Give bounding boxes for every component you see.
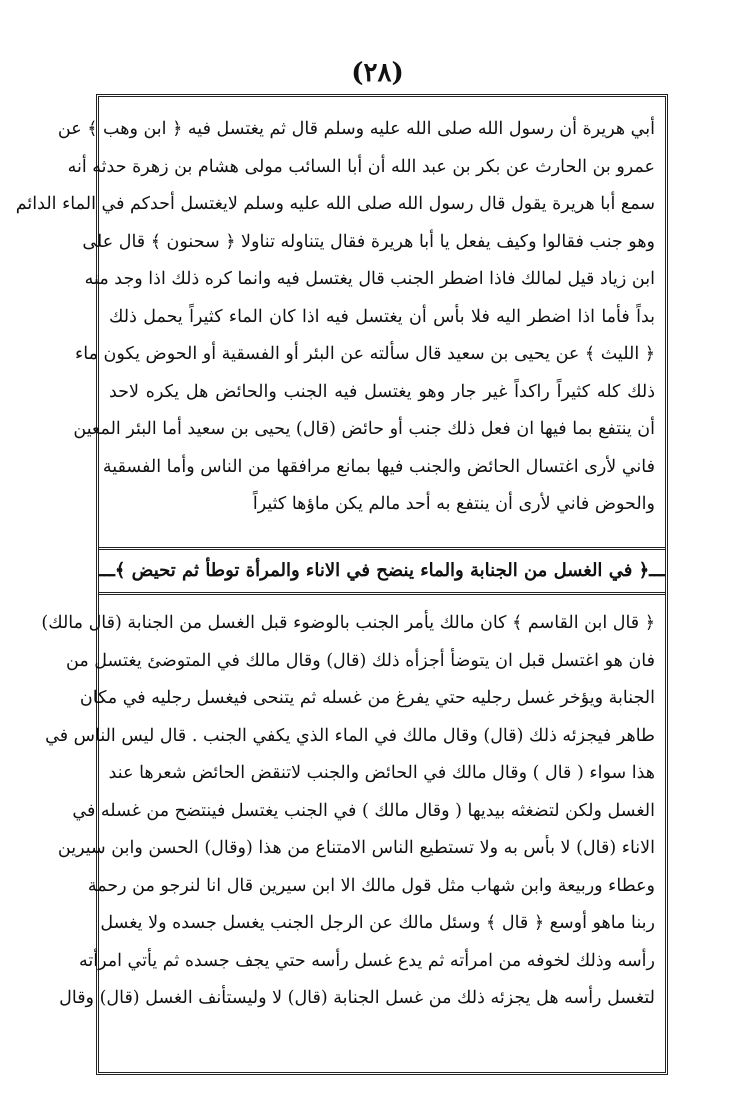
text-line: ﴿ الليث ﴾ عن يحيى بن سعيد قال سألته عن البئر أو الفسقية أو الحوض يكون ماء [75, 344, 655, 364]
text-line: فاني لأرى اغتسال الحائض والجنب فيها بمانع مرافقها من الناس وأما الفسقية [102, 456, 655, 477]
text-line: ذلك كله كثيراً راكداً غير جار وهو يغتسل فيه الجنب والحائض هل يكره لاحد [109, 381, 655, 402]
text-line: بداً فأما اذا اضطر اليه فلا بأس أن يغتسل فيه اذا كان الماء كثيراً يحمل ذلك [109, 306, 655, 327]
text-block-after-heading [41, 605, 655, 1018]
text-line: ربنا ماهو أوسع ﴿ قال ﴾ وسئل مالك عن الرجل الجنب يغسل جسده ولا يغسل [100, 913, 655, 933]
text-line: عمرو بن الحارث عن بكر بن عبد الله أن أبا السائب مولى هشام بن زهرة حدثه أنه [67, 156, 655, 177]
text-line: الاناء (قال) لا بأس به ولا تستطيع الناس الامتناع من هذا (وقال) الحسن وابن سيرين [57, 838, 655, 858]
text-line: الجنابة ويؤخر غسل رجليه حتي يفرغ من غسله ثم يتنحى فيغسل رجليه في مكان [79, 688, 655, 708]
text-line: رأسه وذلك لخوفه من امرأته ثم يدع غسل رأسه حتي يجف جسده ثم يأتي امرأته [78, 950, 655, 971]
text-line: والحوض فاني لأرى أن ينتفع به أحد مالم يكن ماؤها كثيراً [252, 494, 655, 514]
text-line: ابن زياد قيل لمالك فاذا اضطر الجنب قال يغتسل فيه وانما كره ذلك اذا وجد منه [84, 269, 655, 289]
text-line: سمع أبا هريرة يقول قال رسول الله صلى الله عليه وسلم لايغتسل أحدكم في الماء الدائم [15, 194, 655, 214]
text-line: وهو جنب فقالوا وكيف يفعل يا أبا هريرة فقال يتناوله تناولا ﴿ سحنون ﴾ قال على [82, 231, 655, 252]
text-line: هذا سواء ( قال ) وقال مالك في الحائض والجنب لاتنقض الحائض شعرها عند [108, 763, 655, 783]
section-heading: ـــ﴿ في الغسل من الجنابة والماء ينضح في الاناء والمرأة توطأ ثم تحيض ﴾ـــ [99, 547, 665, 595]
text-line: ﴿ قال ابن القاسم ﴾ كان مالك يأمر الجنب بالوضوء قبل الغسل من الجنابة (قال مالك) [41, 613, 655, 633]
text-line: لتغسل رأسه هل يجزئه ذلك من غسل الجنابة (قال) لا وليستأنف الغسل (قال) وقال [59, 988, 655, 1008]
text-line: وعطاء وربيعة وابن شهاب مثل قول مالك الا ابن سيرين قال انا لنرجو من رحمة [87, 875, 655, 896]
text-line: طاهر فيجزئه ذلك (قال) وقال مالك في الماء الذي يكفي الجنب . قال ليس الناس في [45, 725, 655, 746]
text-line: أبي هريرة أن رسول الله صلى الله عليه وسلم قال ثم يغتسل فيه ﴿ ابن وهب ﴾ عن [57, 119, 655, 139]
text-block-before-heading [15, 111, 655, 524]
text-line: الغسل ولكن لتضغثه بيديها ( وقال مالك ) في الجنب يغتسل فينتضح من غسله في [72, 800, 655, 821]
page-frame [15, 94, 668, 1075]
text-line: أن ينتفع بما فيها ان فعل ذلك جنب أو حائض (قال) يحيى بن سعيد أما البئر المعين [73, 419, 655, 439]
page-number: (٢٨) [351, 58, 404, 88]
text-line: فان هو اغتسل قبل ان يتوضأ أجزأه ذلك (قال) وقال مالك في المتوضئ يغتسل من [66, 650, 655, 671]
